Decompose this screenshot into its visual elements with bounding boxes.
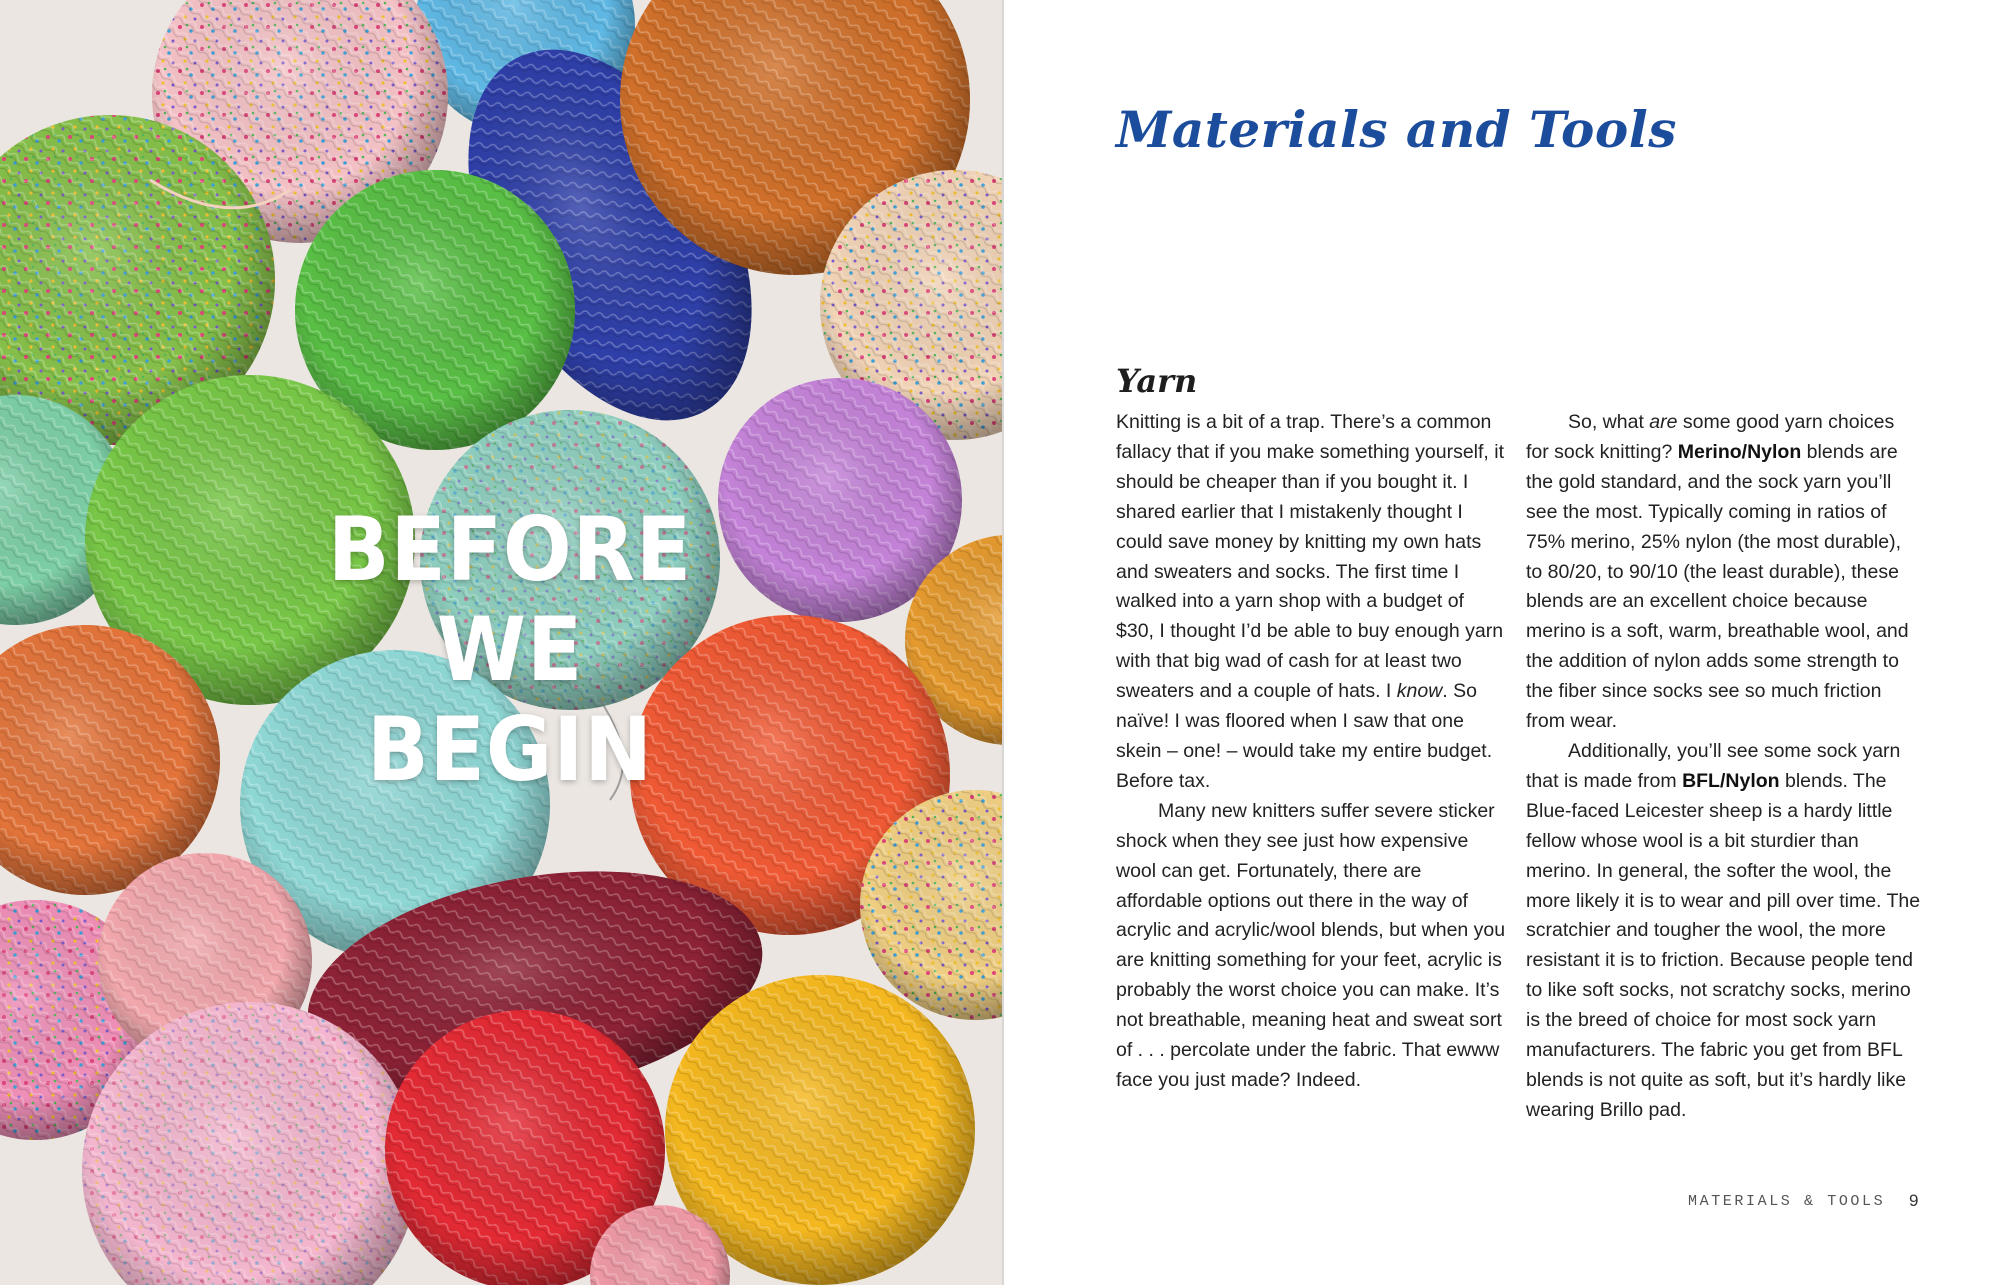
page-heading: Materials and Tools: [1116, 100, 1677, 159]
term-bfl-nylon: BFL/Nylon: [1682, 769, 1780, 792]
running-footer: MATERIALS & TOOLS: [1688, 1193, 1886, 1210]
paragraph-1-text: Knitting is a bit of a trap. There’s a common fallacy that if you make something yourself, it should be cheaper than if you bought it. I shared earlier that I mistakenly thought I could save money by knitting my own hats and sweaters and socks. The first time I walked into a yarn shop with a budget of $30, I thought I’d be able to buy enough yarn with that big wad of cash for at least two sweaters and a couple of hats. I: [1116, 411, 1505, 703]
paragraph-4-text-b: blends. The Blue-faced Leicester sheep is a hardy little fellow whose wool is a bit sturdier than merino. In general, the softer the wool, the more likely it is to wear and pill over time. The scratchier and tougher the wool, the more resistant it is to friction. Because people tend to like soft socks, not scratchy socks, merino is the breed of choice for most sock yarn manufacturers. The fabric you get from BFL blends is not quite as soft, but it’s hardly like wearing Brillo pad.: [1526, 769, 1921, 1121]
paragraph-3: [1526, 408, 1922, 737]
paragraph-3-text-c: blends are the gold standard, and the sock yarn you’ll see the most. Typically coming in ratios of 75% merino, 25% nylon (the most durable), to 80/20, to 90/10 (the least durable), these blends are an excellent choice because merino is a soft, warm, breathable wool, and the addition of nylon adds some strength to the fiber since socks see so much friction from wear.: [1526, 440, 1909, 733]
paragraph-1: [1116, 408, 1506, 797]
page-number: 9: [1909, 1191, 1919, 1210]
term-merino-nylon: Merino/Nylon: [1677, 440, 1802, 463]
paragraph-1-emphasis: know: [1396, 680, 1443, 703]
section-heading-yarn: Yarn: [1116, 362, 1198, 400]
text-page: [1004, 0, 2000, 1285]
paragraph-3-text-b: some good yarn choices for sock knitting?: [1526, 411, 1895, 463]
paragraph-4: [1526, 737, 1922, 1126]
chapter-title-line-2: WE BEGIN: [367, 598, 653, 801]
chapter-title: [270, 500, 750, 800]
paragraph-4-text-a: Additionally, you’ll see some sock yarn that is made from: [1526, 739, 1901, 792]
paragraph-3-emphasis: are: [1649, 411, 1678, 433]
paragraph-2: Many new knitters suffer severe sticker shock when they see just how expensive wool can get. Fortunately, there are affordable options out there in the way of acrylic and acrylic/wool blends, but when you are knitting something for your feet, acrylic is probably the worst choice you can make. It’s not breathable, meaning heat and sweat sort of . . . percolate under the fabric. That ewww face you just made? Indeed.: [1116, 799, 1506, 1091]
body-column-right: [1526, 408, 1922, 1126]
paragraph-1-end: . So naïve! I was floored when I saw that one skein – one! – would take my entire budget. Before tax.: [1116, 680, 1493, 792]
paragraph-3-text-a: So, what: [1568, 411, 1650, 433]
chapter-title-line-1: BEFORE: [327, 498, 693, 601]
body-column-left: [1116, 408, 1506, 1096]
